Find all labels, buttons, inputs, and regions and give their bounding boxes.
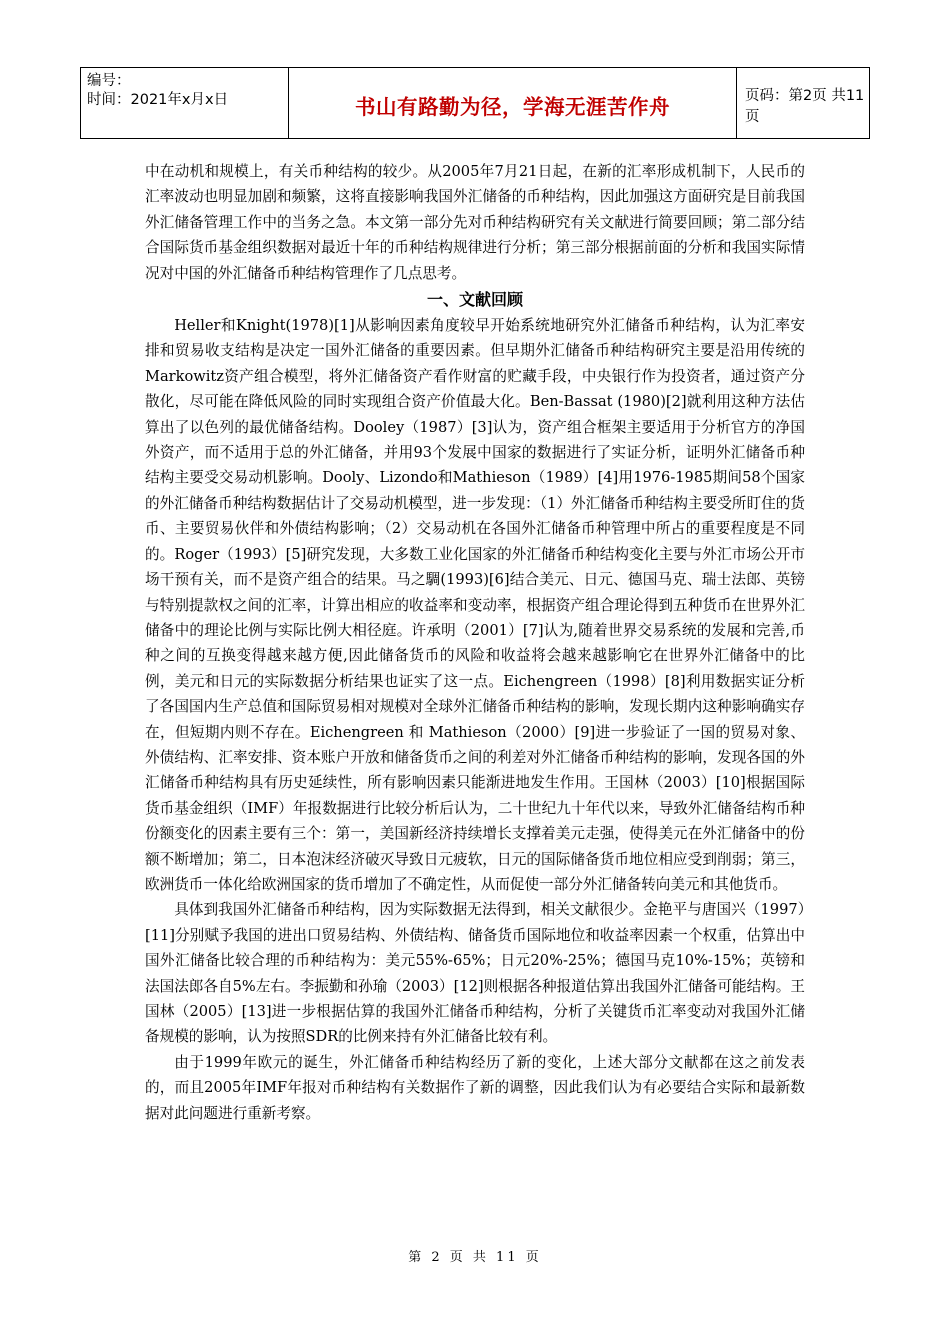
- document-number-label: 编号：: [87, 73, 131, 89]
- literature-paragraph-1: Heller和Knight(1978)[1]从影响因素角度较早开始系统地研究外汇储备币种结构，认为汇率安排和贸易收支结构是决定一国外汇储备的重要因素。但早期外汇储备币种结构研究主要是沿用传统的Markowitz资产组合模型，将外汇储备资产看作财富的贮藏手段，中央银行作为投资者，通过资产分散化，尽可能在降低风险的同时实现组合资产价值最大化。Ben-Bassat (1980)[2]就利用这种方法估算出了以色列的最优储备结构。Dooley（1987）[3]认为，资产组合框架主要适用于分析官方的净国外资产，而不适用于总的外汇储备，并用93个发展中国家的数据进行了实证分析，证明外汇储备币种结构主要受交易动机影响。Dooly、Lizondo和Mathieson（1989）[4]用1976-1985期间58个国家的外汇储备币种结构数据估计了交易动机模型，进一步发现：（1）外汇储备币种结构主要受所盯住的货币、主要贸易伙伴和外债结构影响；（2）交易动机在各国外汇储备币种管理中所占的重要程度是不同的。Roger（1993）[5]研究发现，大多数工业化国家的外汇储备币种结构变化主要与外汇市场公开市场干预有关，而不是资产组合的结果。马之騆(1993)[6]结合美元、日元、德国马克、瑞士法郎、英镑与特别提款权之间的汇率，计算出相应的收益率和变动率，根据资产组合理论得到五种货币在世界外汇储备中的理论比例与实际比例大相径庭。许承明（2001）[7]认为,随着世界交易系统的发展和完善,币种之间的互换变得越来越方便,因此储备货币的风险和收益将会越来越影响它在世界外汇储备中的比例，美元和日元的实际数据分析结果也证实了这一点。Eichengreen（1998）[8]利用数据实证分析了各国国内生产总值和国际贸易相对规模对全球外汇储备币种结构的影响，发现长期内这种影响确实存在，但短期内则不存在。Eichengreen 和 Mathieson（2000）[9]进一步验证了一国的贸易对象、外债结构、汇率安排、资本账户开放和储备货币之间的利差对外汇储备币种结构的影响，发现各国的外汇储备币种结构具有历史延续性，所有影响因素只能渐进地发生作用。王国林（2003）[10]根据国际货币基金组织（IMF）年报数据进行比较分析后认为，二十世纪九十年代以来，导致外汇储备结构币种份额变化的因素主要有三个：第一，美国新经济持续增长支撑着美元走强，使得美元在外汇储备中的份额不断增加；第二，日本泡沫经济破灭导致日元疲软，日元的国际储备货币地位相应受到削弱；第三，欧洲货币一体化给欧洲国家的货币增加了不确定性，从而促使一部分外汇储备转向美元和其他货币。: [145, 317, 805, 893]
- header-motto: 书山有路勤为径，学海无涯苦作舟: [289, 68, 737, 138]
- header-table: [80, 67, 870, 139]
- header-left-cell: [81, 68, 289, 138]
- intro-paragraph: 中在动机和规模上，有关币种结构的较少。从2005年7月21日起，在新的汇率形成机制下，人民币的汇率波动也明显加剧和频繁，这将直接影响我国外汇储备的币种结构，因此加强这方面研究是目前我国外汇储备管理工作中的当务之急。本文第一部分先对币种结构研究有关文献进行简要回顾；第二部分结合国际货币基金组织数据对最近十年的币种结构规律进行分析；第三部分根据前面的分析和我国实际情况对中国的外汇储备币种结构管理作了几点思考。: [145, 163, 805, 282]
- header-page-info: 页码：第2页 共11页: [745, 88, 865, 125]
- document-body: [145, 159, 805, 1126]
- page-footer: 第 2 页 共 11 页: [408, 1250, 542, 1265]
- section-title: 一、文献回顾: [426, 290, 523, 310]
- document-time-label: 时间：2021年x月x日: [87, 92, 229, 108]
- literature-paragraph-2: 具体到我国外汇储备币种结构，因为实际数据无法得到，相关文献很少。金艳平与唐国兴（1997）[11]分别赋予我国的进出口贸易结构、外债结构、储备货币国际地位和收益率因素一个权重，估算出中国外汇储备比较合理的币种结构为：美元55%-65%；日元20%-25%；德国马克10%-15%；英镑和法国法郎各自5%左右。李振勤和孙瑜（2003）[12]则根据各种报道估算出我国外汇储备可能结构。王国林（2005）[13]进一步根据估算的我国外汇储备币种结构，分析了关键货币汇率变动对我国外汇储备规模的影响，认为按照SDR的比例来持有外汇储备比较有利。: [145, 901, 805, 1046]
- literature-paragraph-3: 由于1999年欧元的诞生，外汇储备币种结构经历了新的变化，上述大部分文献都在这之前发表的，而且2005年IMF年报对币种结构有关数据作了新的调整，因此我们认为有必要结合实际和最新数据对此问题进行重新考察。: [145, 1053, 805, 1122]
